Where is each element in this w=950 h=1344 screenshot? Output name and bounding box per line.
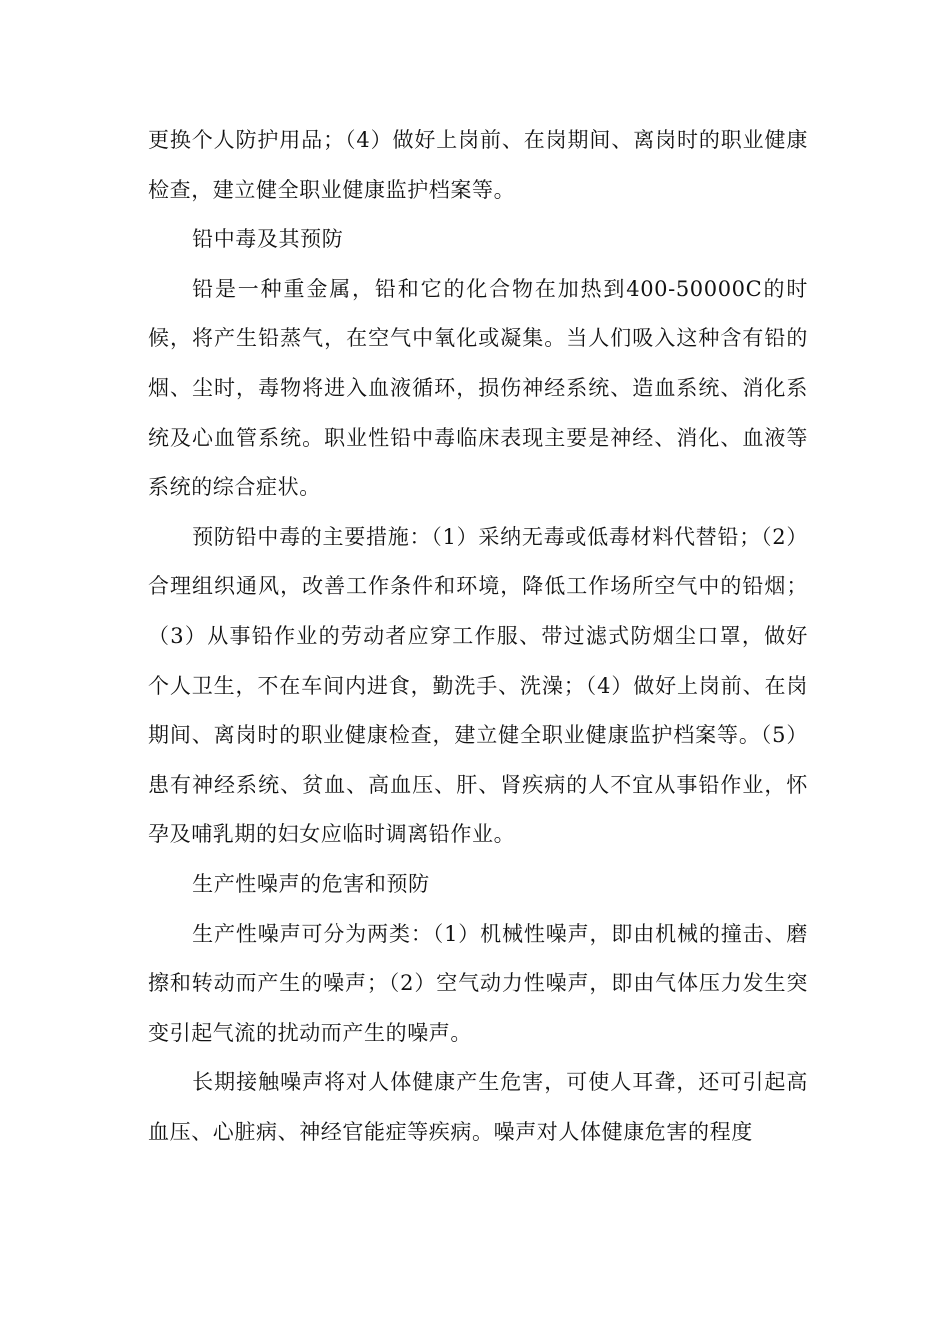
section-heading-lead-poisoning: 铅中毒及其预防 <box>192 227 344 252</box>
section-heading-noise: 生产性噪声的危害和预防 <box>192 871 430 896</box>
paragraph-noise-harm: 长期接触噪声将对人体健康产生危害，可使人耳聋，还可引起高血压、心脏病、神经官能症等疾病。噪声对人体健康危害的程度 <box>148 1070 808 1144</box>
paragraph-continuation: 更换个人防护用品；（4）做好上岗前、在岗期间、离岗时的职业健康检查，建立健全职业健康监护档案等。 <box>148 128 808 202</box>
paragraph-lead-description: 铅是一种重金属，铅和它的化合物在加热到400-50000C的时候，将产生铅蒸气，在空气中氧化或凝集。当人们吸入这种含有铅的烟、尘时，毒物将进入血液循环，损伤神经系统、造血系统、消化系统及心血管系统。职业性铅中毒临床表现主要是神经、消化、血液等系统的综合症状。 <box>148 276 808 500</box>
paragraph-noise-types: 生产性噪声可分为两类：（1）机械性噪声，即由机械的撞击、磨擦和转动而产生的噪声；（2）空气动力性噪声，即由气体压力发生突变引起气流的扰动而产生的噪声。 <box>148 921 808 1045</box>
document-body <box>148 116 808 1157</box>
paragraph-lead-prevention: 预防铅中毒的主要措施：（1）采纳无毒或低毒材料代替铅；（2）合理组织通风，改善工作条件和环境，降低工作场所空气中的铅烟；（3）从事铅作业的劳动者应穿工作服、带过滤式防烟尘口罩，做好个人卫生，不在车间内进食，勤洗手、洗澡；（4）做好上岗前、在岗期间、离岗时的职业健康检查，建立健全职业健康监护档案等。（5）患有神经系统、贫血、高血压、肝、肾疾病的人不宜从事铅作业，怀孕及哺乳期的妇女应临时调离铅作业。 <box>148 524 808 847</box>
